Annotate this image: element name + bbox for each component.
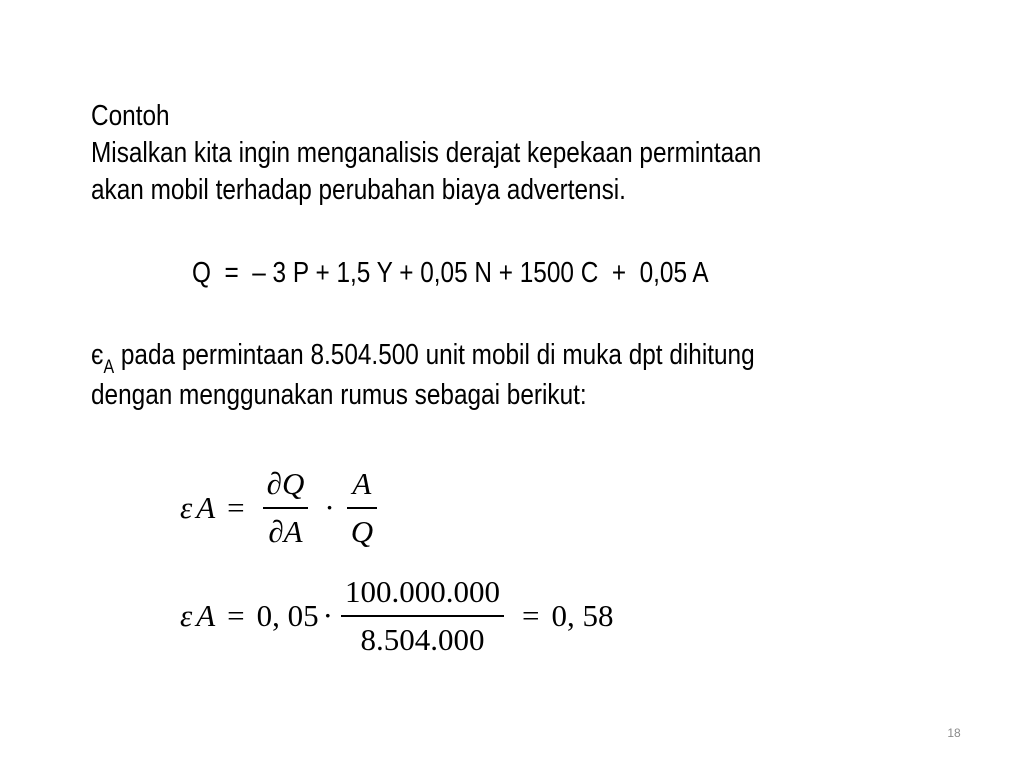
formula2-denominator: 8.504.000 <box>360 621 485 657</box>
formula1-equals: = <box>227 490 245 526</box>
formula1-frac1-bar <box>263 507 309 509</box>
elasticity-calculation <box>180 574 613 658</box>
intro-line-2: akan mobil terhadap perubahan biaya advertensi. <box>91 174 626 206</box>
formula2-fraction <box>341 574 504 658</box>
elasticity-subscript: A <box>103 357 115 378</box>
formula2-lhs-var: A <box>196 598 216 634</box>
formula1-frac1-denominator: ∂A <box>268 513 303 549</box>
formula2-numerator: 100.000.000 <box>344 574 500 609</box>
heading-text: Contoh <box>91 100 170 132</box>
elasticity-line-2: dengan menggunakan rumus sebagai berikut: <box>91 379 587 411</box>
elasticity-line-1-text: pada permintaan 8.504.500 unit mobil di muka dpt dihitung <box>114 339 755 371</box>
formula2-dot: · <box>322 598 333 634</box>
elasticity-symbol: є <box>91 339 104 371</box>
formula1-frac1-numerator: ∂Q <box>266 466 305 501</box>
formula1-frac2-denominator: Q <box>350 513 374 549</box>
intro-line-1: Misalkan kita ingin menganalisis derajat kepekaan permintaan <box>91 137 762 169</box>
elasticity-line-1 <box>91 337 855 377</box>
intro-paragraph <box>91 135 855 209</box>
formula1-dot: · <box>324 490 335 526</box>
formula1-frac2-bar <box>347 507 377 509</box>
formula2-equals-result: = <box>521 598 540 634</box>
heading <box>91 98 855 135</box>
formula2-epsilon: ε <box>180 598 193 634</box>
formula2-result: 0, 58 <box>551 598 614 634</box>
formula1-frac2-numerator: A <box>352 466 372 501</box>
demand-equation: Q = – 3 P + 1,5 Y + 0,05 N + 1500 C + 0,05 A <box>192 257 709 289</box>
formula1-fraction-ratio <box>347 466 377 550</box>
elasticity-paragraph <box>91 337 855 414</box>
formula2-coefficient: 0, 05 <box>256 598 319 634</box>
formula2-equals: = <box>227 598 245 634</box>
formula1-lhs-var: A <box>196 490 216 526</box>
elasticity-formula <box>180 466 383 550</box>
formula2-bar <box>341 615 504 617</box>
formula1-fraction-derivative <box>263 466 309 550</box>
formula1-epsilon: ε <box>180 490 193 526</box>
page-number: 18 <box>947 726 961 740</box>
